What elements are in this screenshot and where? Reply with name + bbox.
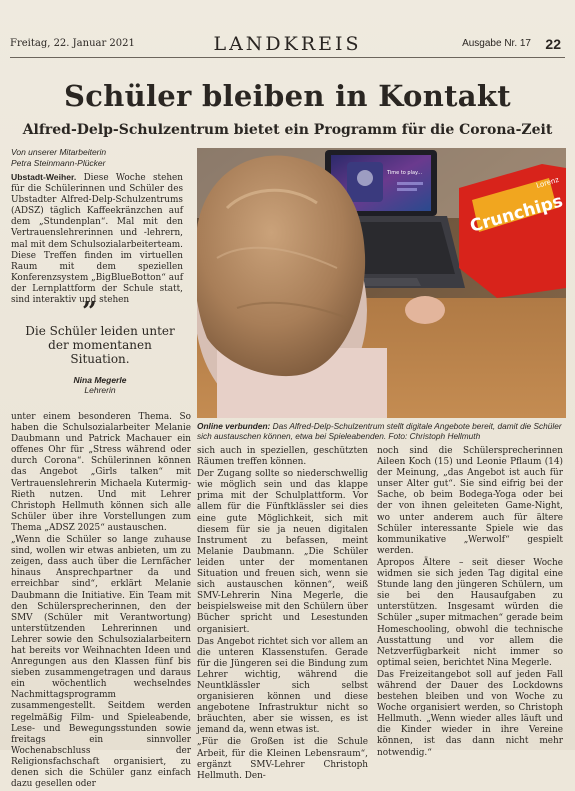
bag-maker: Lorenz (535, 175, 560, 190)
article-paragraph: Der Zugang sollte so niederschwellig wie möglich sein und das klappe prima mit der Schulplattform. Vor allem für die Fünftklässler sei dies eine gute Möglichkeit, sich mit diesem für sie ja neuen digitalen Instrument zu befassen, meint Melanie Daubmann. „Die Schüler leiden unter der momentanen Situation und freuen sich, wenn sie sich austauschen können“, weiß SMV-Lehrerin Nina Megerle, die beispielsweise mit den Schülern über Bücher spricht und Lesestunden organisiert. (197, 469, 368, 635)
article-paragraph: „Wenn die Schüler so lange zuhause sind, wollen wir etwas anbieten, um zu zeigen, dass auch über die Lernfächer hinaus Ansprechpartner da und erreichbar sind“, erklärt Melanie Daubmann die Initiative. Ein Team mit den Schülersprecherinnen, den der SMV (Schüler mit Verantwortung) unterstützenden Lehrerinnen und Lehrer sowie den Schulsozialarbeitern hat bereits vor Weihnachten Ideen und Anregungen aus den Klassen fünf bis sieben zusammengetragen und daraus ein wöchentlich wechselndes Nachmittagsprogramm zusammengestellt. Seitdem werden regelmäßig Film- und Spieleabende, Lese- und Bewegungsstunden sowie freitags ein sinnvoller Wochenabschluss der Religionsfachschaft organisiert, zu denen sich die Schüler ganz einfach dazu gesellen oder (11, 535, 191, 790)
header-rule (10, 57, 565, 58)
article-subheadline: Alfred-Delp-Schulzentrum bietet ein Programm für die Corona-Zeit (22, 122, 553, 138)
article-paragraph: Das Angebot richtet sich vor allem an die unteren Klassenstufen. Gerade für die Jüngeren sei die Bindung zum Lehrer wichtig, während die Neuntklässler sich selbst organisieren können und diese angebotene Infrastruktur nicht so bräuchten, aber sie wissen, es ist jemand da, wenn etwas ist. (197, 636, 368, 736)
quote-mark-icon: ” (82, 297, 97, 327)
article-paragraph: Apropos Ältere – seit dieser Woche widmen sie sich jeden Tag digital eine Stunde lang den jüngeren Schülern, um sie bei den Hausaufgaben zu unterstützen. Insgesamt würden die Schüler „super mitmachen“ gerade beim Homeschooling, obwohl die technische Ausstattung und vor allem die Netzverfügbarkeit nicht immer so optimal seien, berichtet Nina Megerle. (377, 557, 563, 668)
article-paragraph: Das Freizeitangebot soll auf jeden Fall während der Dauer des Lockdowns bestehen bleiben und von Woche zu Woche organisiert werden, so Christoph Hellmuth. „Wenn wieder alles läuft und die Kinder wieder in ihre Vereine können, ist das dann nicht mehr notwendig.“ (377, 669, 563, 758)
article-headline: Schüler bleiben in Kontakt (64, 79, 511, 113)
page-number: 22 (545, 36, 561, 52)
article-paragraph: noch sind die Schülersprecherinnen Aileen Koch (15) und Leonie Pflaum (14) der Meinung, „das Angebot ist auch für unser Alter gut“. Sie sind eifrig bei der Sache, ob beim Bodega-Yoga oder bei der von ihnen geleiteten Game-Night, wo unter anderem auch für ältere Schüler interessante Spiele wie das kommunikative „Werwolf“ gespielt werden. (377, 446, 563, 556)
article-column-3 (377, 446, 563, 760)
pull-quote-attribution (20, 375, 180, 395)
byline-author: Petra Steinmann-Plücker (11, 158, 106, 168)
article-photo (197, 148, 566, 418)
article-paragraph: unter einem besonderen Thema. So haben die Schulsozialarbeiter Melanie Daubmann und Patrick Machauer ein offenes Ohr für „Stress während oder durch Corona“. Schülerinnen können das Angebot „Girls talken“ mit Vertrauenslehrerin Michaela Kutermig-Rieth nutzen. Und mit Lehrer Christoph Hellmuth können sich alle Schüler über ihre Vorstellungen zum Thema „ADSZ 2025“ austauschen. (11, 412, 191, 533)
article-paragraph: Ubstadt-Weiher. Diese Woche stehen für die Schülerinnen und Schüler des Ubstadter Alfred-Delp-Schulzentrums (ADSZ) täglich Kaffeekränzchen auf dem „Stundenplan“. Mal mit den Vertrauenslehrerinnen und -lehrern, mal mit dem Schulsozialarbeiterteam. Diese Treffen finden im virtuellen Raum mit dem speziellen Konferenzsystem „BigBlueBotton“ auf der Lernplattform der Schule statt, sind interaktiv und stehen (11, 172, 184, 306)
section-title: LANDKREIS (213, 33, 362, 55)
article-paragraph: „Für die Großen ist die Schule Arbeit, für die Kleinen Lebensraum“, ergänzt SMV-Lehrer Christoph Hellmuth. Den- (197, 737, 368, 781)
article-column-1-top (11, 172, 183, 307)
caption-lead: Online verbunden: (197, 421, 271, 431)
issue-number: Ausgabe Nr. 17 (462, 38, 531, 49)
article-column-2 (197, 446, 368, 783)
photo-caption (197, 421, 566, 442)
bag-brand: Crunchips (467, 191, 566, 237)
photo-illustration (197, 148, 566, 418)
byline-intro: Von unserer Mitarbeiterin (11, 147, 107, 157)
byline (11, 147, 106, 169)
pull-quote-role: Lehrerin (84, 385, 116, 395)
article-paragraph: sich auch in speziellen, geschützten Räumen treffen können. (197, 446, 368, 468)
pull-quote: Die Schüler leiden unter der momentanen Situation. (25, 324, 175, 366)
screen-text: Time to play... (387, 170, 423, 176)
pull-quote-author: Nina Megerle (73, 375, 127, 385)
dateline-place: Ubstadt-Weiher. (11, 172, 77, 182)
article-column-1-bottom (11, 412, 191, 791)
caption-text: Das Alfred-Delp-Schulzentrum stellt digitale Angebote bereit, damit die Schüler sich austauschen können, etwa bei Spieleabenden. Foto: Christoph Hellmuth (197, 421, 562, 442)
chips-bag (459, 164, 566, 298)
issue-date: Freitag, 22. Januar 2021 (10, 38, 135, 49)
